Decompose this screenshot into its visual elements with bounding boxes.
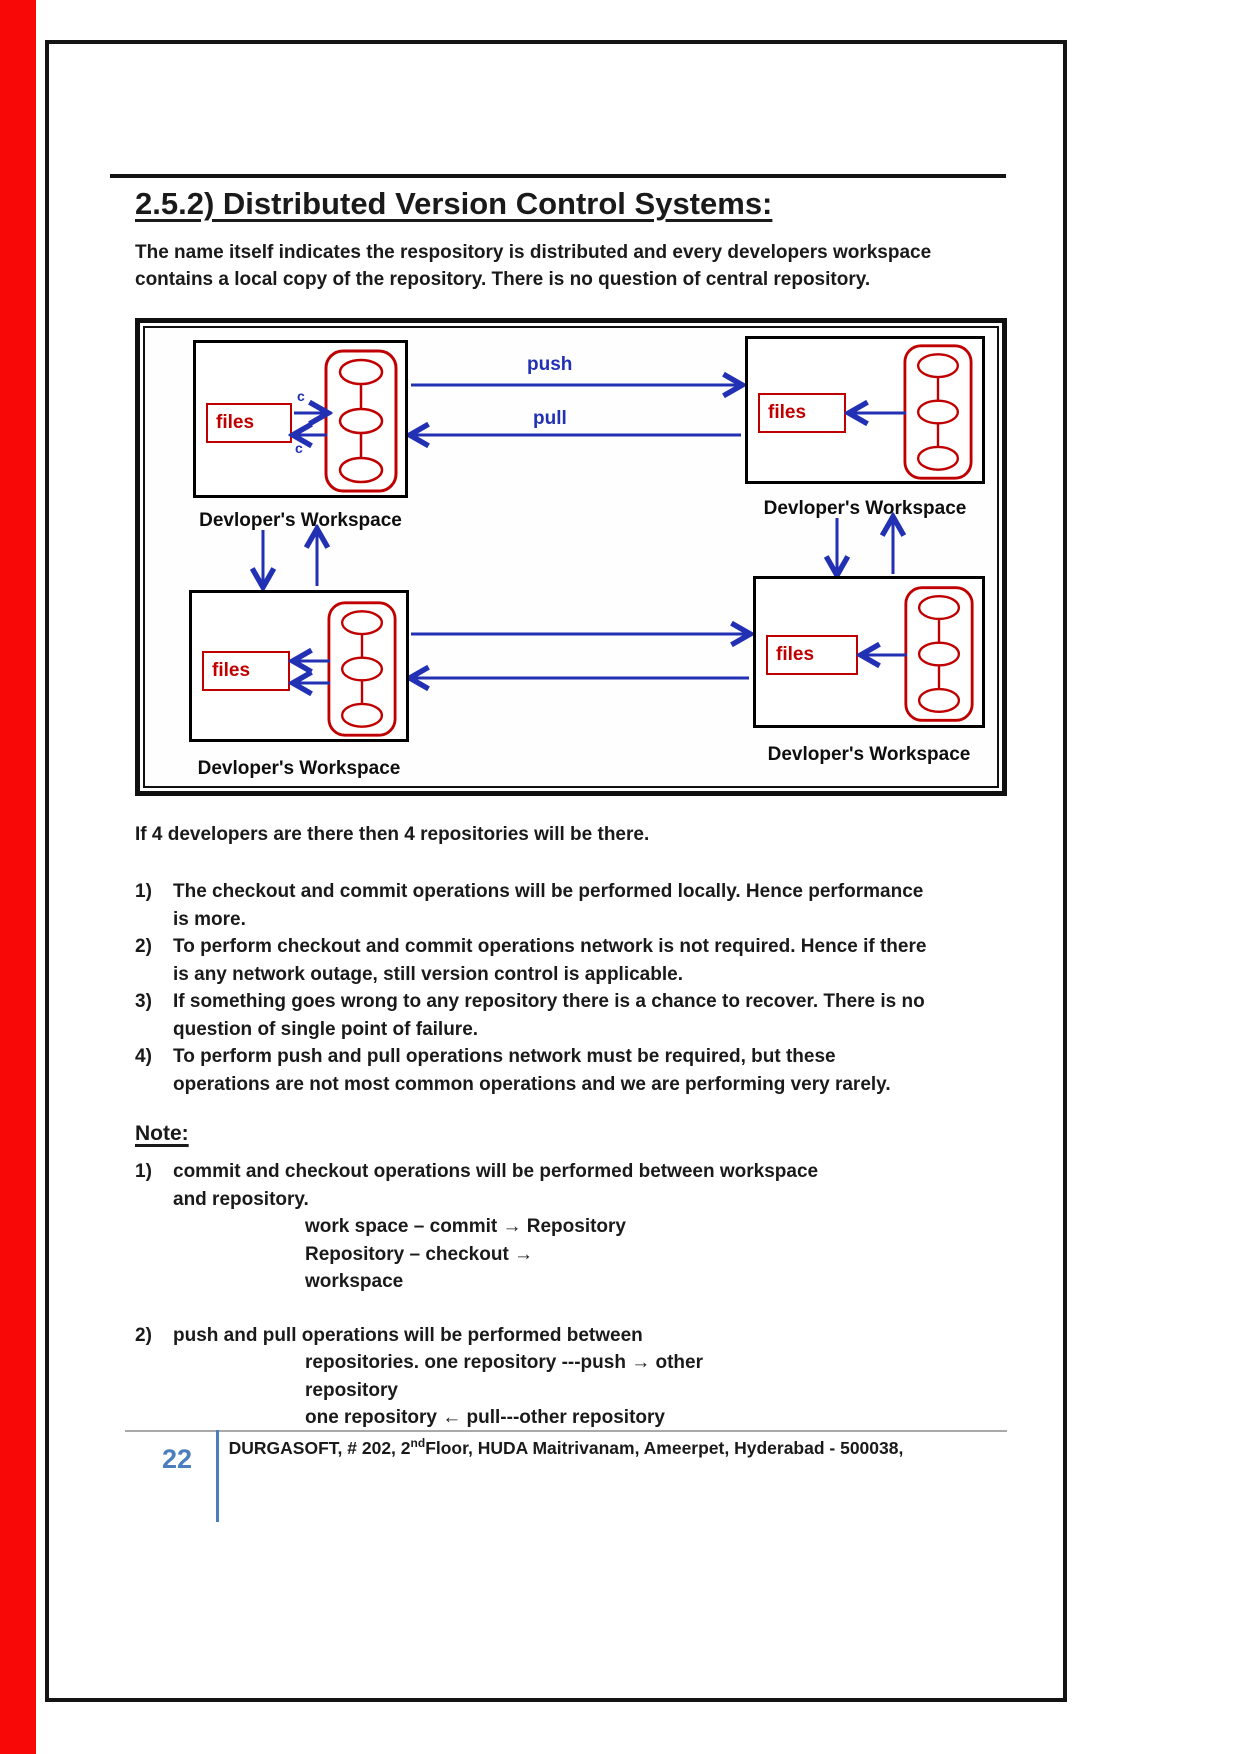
workspace-arrows (748, 339, 982, 481)
pull-label: pull (533, 408, 567, 429)
list-item-number: 4) (135, 1046, 152, 1067)
section-title: 2.5.2) Distributed Version Control Systems: (135, 186, 773, 221)
note-heading: Note: (135, 1122, 189, 1145)
footer-rule (125, 1430, 1007, 1432)
note-item (135, 1158, 818, 1213)
intro-line: contains a local copy of the repository. There is no question of central repository. (135, 269, 871, 290)
list-item (135, 933, 926, 988)
list-item-text: To perform checkout and commit operations network is not required. Hence if there is any network outage, still version control is applicable. (173, 936, 927, 985)
files-label: files (216, 412, 255, 433)
dvcs-diagram (135, 318, 1007, 796)
developer-workspace-box (193, 340, 408, 498)
list-item-text: commit and checkout operations will be performed between workspace and repository. (173, 1161, 819, 1210)
workspace-label: Devloper's Workspace (199, 510, 402, 531)
files-label: files (212, 660, 251, 681)
note-sub-block: repositories. one repository ---push → other repository one repository ← pull---other repository (305, 1352, 703, 1428)
page-number: 22 (162, 1444, 193, 1474)
list-item-number: 2) (135, 936, 152, 957)
developer-workspace-box (745, 336, 985, 484)
files-label: files (776, 644, 815, 665)
intro-paragraph (135, 239, 931, 293)
summary-line: If 4 developers are there then 4 repositories will be there. (135, 824, 650, 845)
list-item (135, 1043, 926, 1098)
developer-workspace-box (189, 590, 409, 742)
commit-abbrev-label: c (297, 388, 305, 404)
advantages-list (135, 878, 926, 1098)
list-item-number: 1) (135, 881, 152, 902)
workspace-label: Devloper's Workspace (197, 758, 401, 779)
files-label: files (768, 402, 807, 423)
workspace-label: Devloper's Workspace (763, 498, 967, 519)
workspace-label: Devloper's Workspace (767, 744, 971, 765)
footer-superscript: nd (410, 1436, 426, 1450)
list-item-number: 1) (135, 1161, 152, 1182)
list-item-number: 2) (135, 1325, 152, 1346)
list-item (135, 988, 926, 1043)
list-item-text: push and pull operations will be performed between (173, 1325, 643, 1346)
developer-workspace-box (753, 576, 985, 728)
push-label: push (527, 354, 573, 375)
checkout-abbrev-label: c (295, 440, 303, 456)
note-sub-block: work space – commit → Repository Repository – checkout → workspace (305, 1216, 626, 1292)
workspace-arrows (196, 343, 405, 495)
list-item-text: To perform push and pull operations network must be required, but these operations are not most common operations and we are performing very rarely. (173, 1046, 891, 1095)
footer-address: DURGASOFT, # 202, 2ndFloor, HUDA Maitrivanam, Ameerpet, Hyderabad - 500038, (228, 1436, 904, 1458)
note-item (135, 1322, 643, 1350)
header-rule (110, 174, 1006, 178)
intro-line: The name itself indicates the respository is distributed and every developers workspace (135, 242, 932, 263)
list-item-text: The checkout and commit operations will be performed locally. Hence performance is more. (173, 881, 924, 930)
page-edge-stripe (0, 0, 36, 1754)
workspace-arrows (192, 593, 406, 739)
list-item (135, 878, 926, 933)
workspace-arrows (756, 579, 982, 725)
dvcs-diagram-canvas (143, 326, 999, 788)
list-item-number: 3) (135, 991, 152, 1012)
list-item-text: If something goes wrong to any repository there is a chance to recover. There is no question of single point of failure. (173, 991, 925, 1040)
